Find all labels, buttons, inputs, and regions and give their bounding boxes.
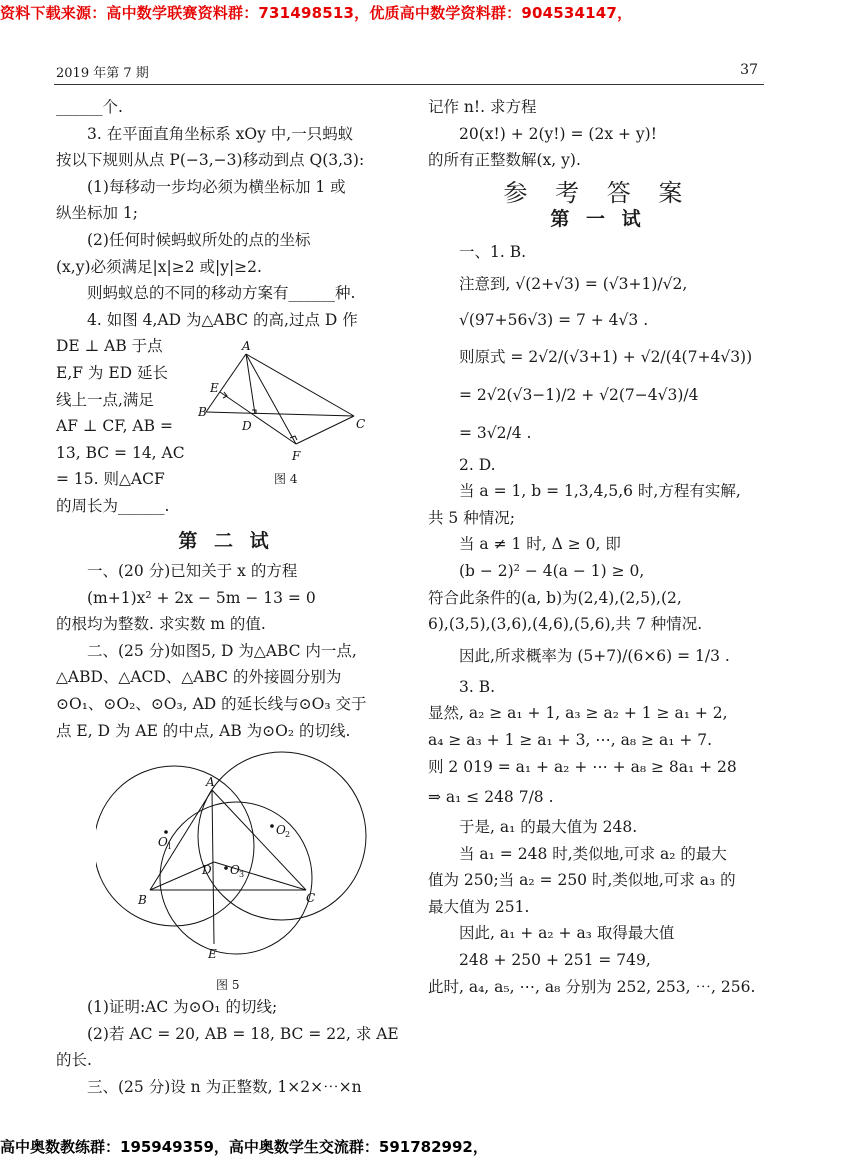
text-line: DE ⊥ AB 于点	[56, 337, 163, 356]
fig5-label-b: B	[138, 893, 147, 907]
text-line: 13, BC = 14, AC	[56, 443, 185, 462]
text-line: 的所有正整数解(x, y).	[428, 151, 581, 170]
text-line: ⊙O₁、⊙O₂、⊙O₃, AD 的延长线与⊙O₃ 交于	[56, 695, 367, 714]
journal-issue: 2019 年第 7 期	[56, 66, 149, 81]
figure-5	[96, 748, 376, 968]
text-line: 2. D.	[459, 455, 496, 474]
text-line: 则蚂蚁总的不同的移动方案有______种.	[87, 284, 356, 303]
text-line: 则原式 = 2√2/(√3+1) + √2/(4(7+4√3))	[459, 347, 753, 366]
figure-5-caption: 图 5	[216, 978, 240, 992]
text-line: E,F 为 ED 延长	[56, 363, 169, 382]
fig5-label-d: D	[202, 863, 212, 877]
text-line: 4. 如图 4,AD 为△ABC 的高,过点 D 作	[87, 310, 358, 329]
fig5-label-o1: O	[158, 835, 168, 849]
fig5-sub-2: 2	[285, 830, 291, 839]
fig5-label-o3: O	[230, 863, 240, 877]
text-line: 一、(20 分)已知关于 x 的方程	[87, 562, 298, 581]
text-line: 此时, a₄, a₅, ⋯, a₈ 分别为 252, 253, ⋯, 256.	[428, 977, 756, 996]
text-line: 三、(25 分)设 n 为正整数, 1×2×⋯×n	[87, 1077, 362, 1096]
section-title-second-test: 第 二 试	[178, 529, 274, 552]
text-line: △ABD、△ACD、△ABC 的外接圆分别为	[56, 668, 342, 687]
header-rule	[54, 84, 764, 85]
fig4-label-b: B	[198, 405, 207, 419]
fig4-label-e: E	[210, 381, 219, 395]
text-line: 最大值为 251.	[428, 897, 530, 916]
text-line: 当 a₁ = 248 时,类似地,可求 a₂ 的最大	[459, 844, 727, 863]
text-line: (2)任何时候蚂蚁所处的点的坐标	[87, 230, 311, 249]
text-line: 的长.	[56, 1051, 92, 1070]
text-line: 当 a ≠ 1 时, Δ ≥ 0, 即	[459, 535, 621, 554]
left-column-bottom	[56, 994, 399, 1100]
text-line: = 2√2(√3−1)/2 + √2(7−4√3)/4	[459, 385, 699, 404]
text-line: 的根均为整数. 求实数 m 的值.	[56, 615, 266, 634]
text-line: 于是, a₁ 的最大值为 248.	[459, 818, 638, 837]
text-line: = 3√2/4 .	[459, 423, 532, 442]
text-line: (2)若 AC = 20, AB = 18, BC = 22, 求 AE	[87, 1024, 399, 1043]
right-column	[428, 94, 768, 1000]
text-line: 当 a = 1, b = 1,3,4,5,6 时,方程有实解,	[459, 482, 741, 501]
text-line: 注意到, √(2+√3) = (√3+1)/√2,	[459, 274, 688, 293]
text-line: 值为 250;当 a₂ = 250 时,类似地,可求 a₃ 的	[428, 871, 736, 890]
text-line: AF ⊥ CF, AB =	[56, 417, 173, 436]
resource-banner: 资料下载来源：高中数学联赛资料群：731498513，优质高中数学资料群：904534147，	[0, 4, 633, 22]
text-line: 的周长为______.	[56, 496, 170, 515]
text-line: ______个.	[56, 98, 123, 116]
text-line: 按以下规则从点 P(−3,−3)移动到点 Q(3,3):	[56, 151, 365, 170]
text-line: 因此, a₁ + a₂ + a₃ 取得最大值	[459, 924, 675, 943]
fig5-sub-1: 1	[167, 842, 173, 851]
text-line: (1)每移动一步均必须为横坐标加 1 或	[87, 177, 346, 196]
text-line: 248 + 250 + 251 = 749,	[459, 951, 651, 970]
fig5-label-c: C	[306, 891, 316, 905]
text-line: 3. B.	[459, 677, 496, 696]
fig5-label-o2: O	[276, 823, 286, 837]
text-line: (1)证明:AC 为⊙O₁ 的切线;	[87, 998, 278, 1016]
text-line: 则 2 019 = a₁ + a₂ + ⋯ + a₈ ≥ 8a₁ + 28	[428, 757, 737, 776]
text-line: (m+1)x² + 2x − 5m − 13 = 0	[87, 588, 316, 607]
text-line: (x,y)必须满足|x|≥2 或|y|≥2.	[56, 257, 262, 276]
text-line: (b − 2)² − 4(a − 1) ≥ 0,	[459, 561, 645, 580]
page-number: 37	[740, 62, 758, 78]
text-line: 显然, a₂ ≥ a₁ + 1, a₃ ≥ a₂ + 1 ≥ a₁ + 2,	[428, 704, 728, 723]
text-line: 6),(3,5),(3,6),(4,6),(5,6),共 7 种情况.	[428, 615, 703, 634]
text-line: 纵坐标加 1;	[56, 204, 139, 223]
text-line: √(97+56√3) = 7 + 4√3 .	[459, 310, 649, 329]
fig5-sub-3: 3	[239, 870, 245, 879]
fig4-label-d: D	[242, 419, 252, 433]
text-line: 符合此条件的(a, b)为(2,4),(2,5),(2,	[428, 588, 682, 607]
text-line: 线上一点,满足	[56, 390, 154, 409]
text-line: 因此,所求概率为 (5+7)/(6×6) = 1/3 .	[459, 646, 730, 665]
section-title-first-test: 第 一 试	[550, 208, 646, 231]
text-line: 记作 n!. 求方程	[428, 98, 537, 116]
text-line: 一、1. B.	[459, 242, 527, 261]
text-line: 3. 在平面直角坐标系 xOy 中,一只蚂蚁	[87, 124, 354, 143]
text-line: 二、(25 分)如图5, D 为△ABC 内一点,	[87, 641, 357, 660]
fig4-label-a: A	[242, 340, 251, 353]
fig4-label-f: F	[292, 449, 301, 463]
footer-banner: 高中奥数教练群：195949359，高中奥数学生交流群：591782992，	[0, 1138, 488, 1156]
fig5-label-e: E	[208, 947, 217, 961]
text-line: a₄ ≥ a₃ + 1 ≥ a₁ + 3, ⋯, a₈ ≥ a₁ + 7.	[428, 730, 713, 749]
fig5-label-a: A	[206, 775, 215, 789]
fig4-label-c: C	[356, 417, 366, 431]
text-line: 20(x!) + 2(y!) = (2x + y)!	[459, 124, 657, 143]
answers-title: 参 考 答 案	[503, 178, 693, 207]
text-line: 点 E, D 为 AE 的中点, AB 为⊙O₂ 的切线.	[56, 721, 351, 740]
text-line: = 15. 则△ACF	[56, 470, 165, 489]
text-line: 共 5 种情况;	[428, 508, 515, 527]
figure-4	[196, 340, 376, 470]
figure-4-caption: 图 4	[274, 472, 298, 486]
text-line: ⇒ a₁ ≤ 248 7/8 .	[428, 788, 554, 807]
